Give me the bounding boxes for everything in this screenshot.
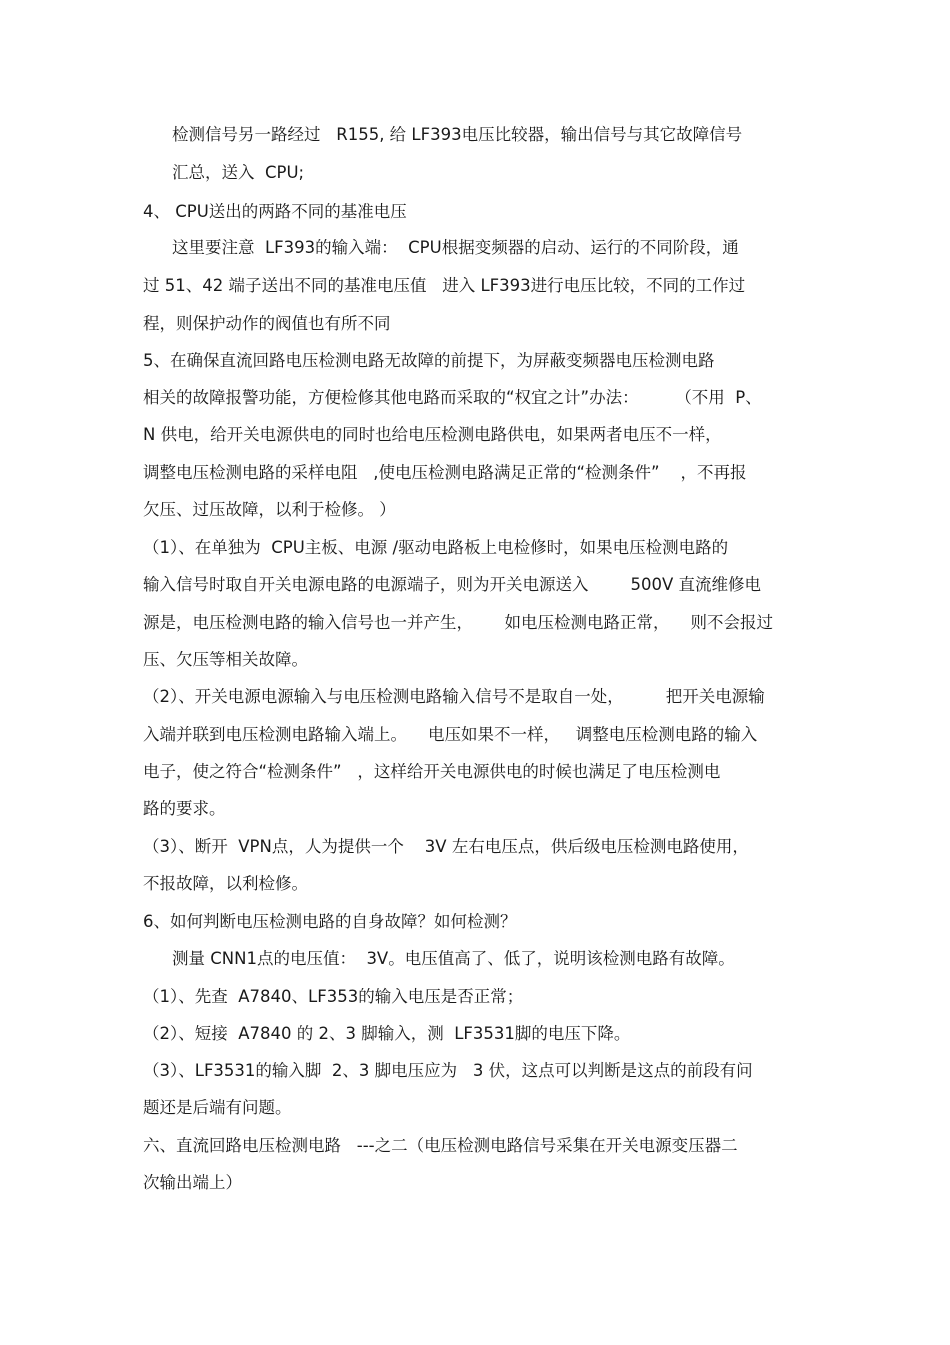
text-line-10: 调整电压检测电路的采样电阻 ,使电压检测电路满足正常的“检测条件” ，不再报 <box>143 463 747 482</box>
text-line-20: （3）、断开 VPN点，人为提供一个 3V 左右电压点，供后级电压检测电路使用， <box>143 837 749 856</box>
text-line-21: 不报故障，以利检修。 <box>143 874 308 893</box>
text-line-29: 次输出端上） <box>143 1173 242 1192</box>
text-line-6: 程，则保护动作的阀值也有所不同 <box>143 314 391 333</box>
text-line-16: （2）、开关电源电源输入与电压检测电路输入信号不是取自一处， 把开关电源输 <box>143 687 765 706</box>
text-line-5: 过 51、42 端子送出不同的基准电压值 进入 LF393进行电压比较，不同的工作过 <box>143 276 746 295</box>
text-line-26: （3）、LF3531的输入脚 2、3 脚电压应为 3 伏，这点可以判断是这点的前段有问 <box>143 1061 753 1080</box>
text-line-12: （1）、在单独为 CPU主板、电源 /驱动电路板上电检修时，如果电压检测电路的 <box>143 538 729 557</box>
text-line-25: （2）、短接 A7840 的 2、3 脚输入，测 LF3531脚的电压下降。 <box>143 1024 631 1043</box>
section-heading-6: 6、如何判断电压检测电路的自身故障？如何检测？ <box>143 912 517 931</box>
text-line-18: 电子，使之符合“检测条件” ，这样给开关电源供电的时候也满足了电压检测电 <box>143 762 721 781</box>
text-line-17: 入端并联到电压检测电路输入端上。 电压如果不一样， 调整电压检测电路的输入 <box>143 725 758 744</box>
text-line-15: 压、欠压等相关故障。 <box>143 650 308 669</box>
text-line-13: 输入信号时取自开关电源电路的电源端子，则为开关电源送入 500V 直流维修电 <box>143 575 761 594</box>
text-line-24: （1）、先查 A7840、LF353的输入电压是否正常； <box>143 987 524 1006</box>
text-line-1: 检测信号另一路经过 R155, 给 LF393电压比较器，输出信号与其它故障信号 <box>172 125 743 144</box>
text-line-14: 源是，电压检测电路的输入信号也一并产生， 如电压检测电路正常， 则不会报过 <box>143 613 773 632</box>
text-line-9: N 供电，给开关电源供电的同时也给电压检测电路供电，如果两者电压不一样， <box>143 425 722 444</box>
text-line-27: 题还是后端有问题。 <box>143 1098 292 1117</box>
text-line-2: 汇总，送入 CPU; <box>172 163 305 182</box>
text-line-11: 欠压、过压故障，以利于检修。 ） <box>143 500 396 519</box>
section-heading-4: 4、 CPU送出的两路不同的基准电压 <box>143 202 407 221</box>
text-line-8: 相关的故障报警功能，方便检修其他电路而采取的“权宜之计”办法： （不用 P、 <box>143 388 762 407</box>
section-heading-5: 5、在确保直流回路电压检测电路无故障的前提下，为屏蔽变频器电压检测电路 <box>143 351 715 370</box>
text-line-4: 这里要注意 LF393的输入端： CPU根据变频器的启动、运行的不同阶段，通 <box>172 238 739 257</box>
section-heading-six: 六、直流回路电压检测电路 ---之二（电压检测电路信号采集在开关电源变压器二 <box>143 1136 738 1155</box>
text-line-23: 测量 CNN1点的电压值： 3V。电压值高了、低了，说明该检测电路有故障。 <box>172 949 735 968</box>
text-line-19: 路的要求。 <box>143 799 226 818</box>
